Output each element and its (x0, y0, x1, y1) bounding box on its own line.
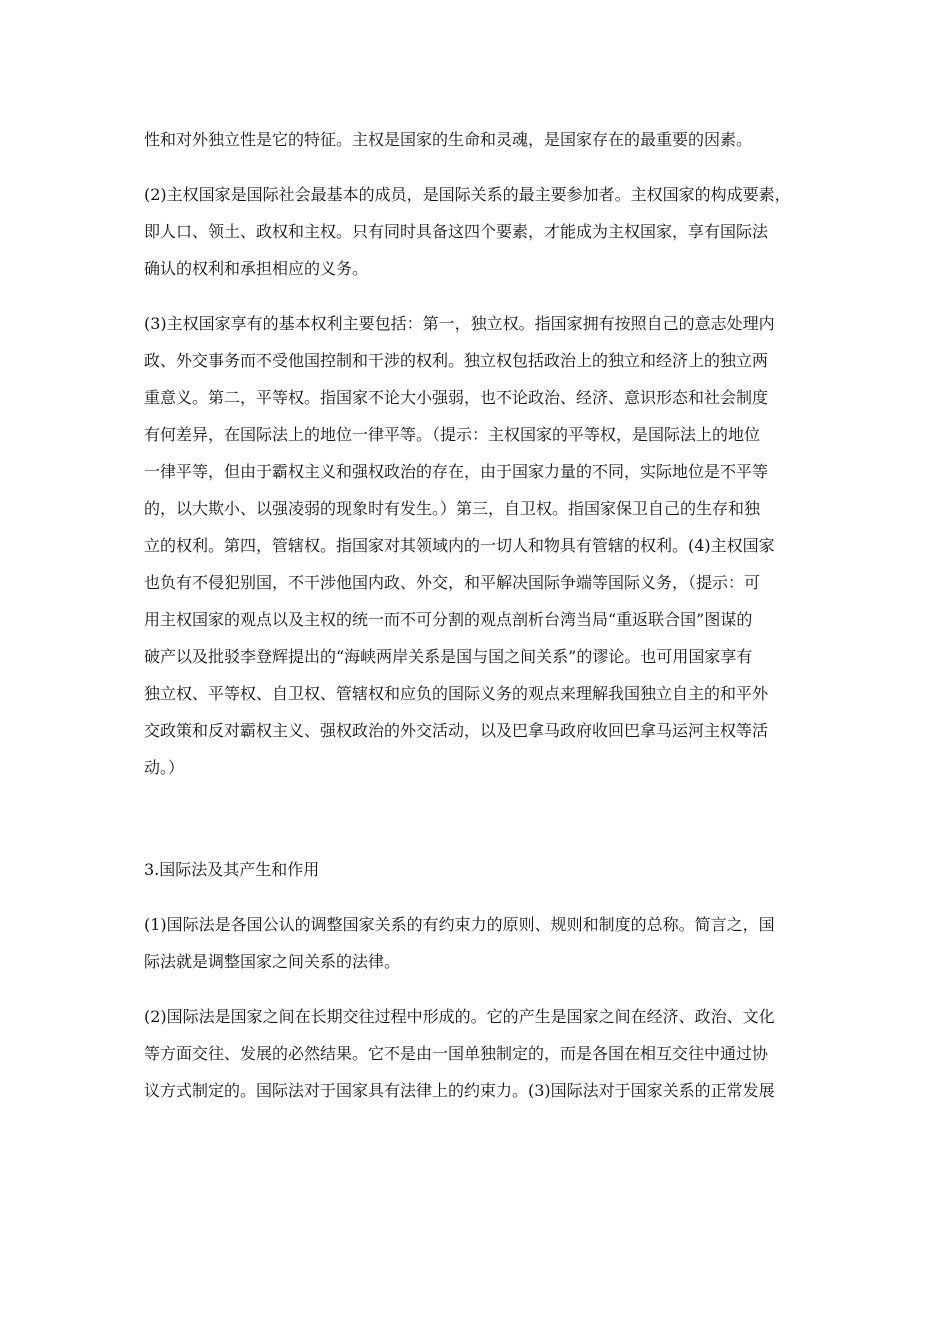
text-line: 动。） (144, 758, 185, 777)
text-line: 确认的权利和承担相应的义务。 (144, 259, 369, 278)
text-line: 3.国际法及其产生和作用 (144, 860, 320, 879)
text-line: 有何差异，在国际法上的地位一律平等。（提示：主权国家的平等权，是国际法上的地位 (144, 425, 761, 444)
text-line: 际法就是调整国家之间关系的法律。 (144, 952, 401, 971)
text-line: (3)主权国家享有的基本权利主要包括：第一，独立权。指国家拥有按照自己的意志处理内 (144, 314, 775, 333)
text-line: 即人口、领土、政权和主权。只有同时具备这四个要素，才能成为主权国家，享有国际法 (144, 222, 769, 241)
paragraph-spacer (144, 287, 812, 305)
text-line: 也负有不侵犯别国，不干涉他国内政、外交，和平解决国际争端等国际义务，（提示：可 (144, 573, 761, 592)
paragraph-sovereignty-features (144, 121, 812, 158)
text-line: 交政策和反对霸权主义、强权政治的外交活动，以及巴拿马政府收回巴拿马运河主权等活 (144, 721, 769, 740)
text-line: (2)国际法是国家之间在长期交往过程中形成的。它的产生是国家之间在经济、政治、文化 (144, 1007, 775, 1026)
paragraph-spacer (144, 888, 812, 906)
text-line: 政、外交事务而不受他国控制和干涉的权利。独立权包括政治上的独立和经济上的独立两 (144, 351, 769, 370)
text-line: 的，以大欺小、以强凌弱的现象时有发生。）第三，自卫权。指国家保卫自己的生存和独 (144, 499, 761, 518)
text-line: 独立权、平等权、自卫权、管辖权和应负的国际义务的观点来理解我国独立自主的和平外 (144, 684, 769, 703)
text-line: 议方式制定的。国际法对于国家具有法律上的约束力。(3)国际法对于国家关系的正常发展 (144, 1081, 775, 1100)
text-line: 重意义。第二，平等权。指国家不论大小强弱，也不论政治、经济、意识形态和社会制度 (144, 388, 769, 407)
text-line: 等方面交往、发展的必然结果。它不是由一国单独制定的，而是各国在相互交往中通过协 (144, 1044, 769, 1063)
text-line: (1)国际法是各国公认的调整国家关系的有约束力的原则、规则和制度的总称。简言之，国 (144, 915, 775, 934)
text-line: (2)主权国家是国际社会最基本的成员，是国际关系的最主要参加者。主权国家的构成要素， (144, 185, 791, 204)
document-body (144, 121, 812, 1109)
text-line: 用主权国家的观点以及主权的统一而不可分割的观点剖析台湾当局“重返联合国”图谋的 (144, 610, 753, 629)
text-line: 立的权利。第四，管辖权。指国家对其领域内的一切人和物具有管辖的权利。(4)主权国家 (144, 536, 775, 555)
text-line: 一律平等，但由于霸权主义和强权政治的存在，由于国家力量的不同，实际地位是不平等 (144, 462, 769, 481)
section-spacer (144, 786, 812, 851)
section-heading-international-law (144, 851, 812, 888)
text-line: 破产以及批驳李登辉提出的“海峡两岸关系是国与国之间关系”的谬论。也可用国家享有 (144, 647, 753, 666)
text-line: 性和对外独立性是它的特征。主权是国家的生命和灵魂，是国家存在的最重要的因素。 (144, 130, 753, 149)
paragraph-spacer (144, 158, 812, 176)
paragraph-basic-rights (144, 305, 812, 786)
paragraph-international-law-definition (144, 906, 812, 980)
paragraph-international-law-origin (144, 998, 812, 1109)
paragraph-sovereign-state-elements (144, 176, 812, 287)
paragraph-spacer (144, 980, 812, 998)
